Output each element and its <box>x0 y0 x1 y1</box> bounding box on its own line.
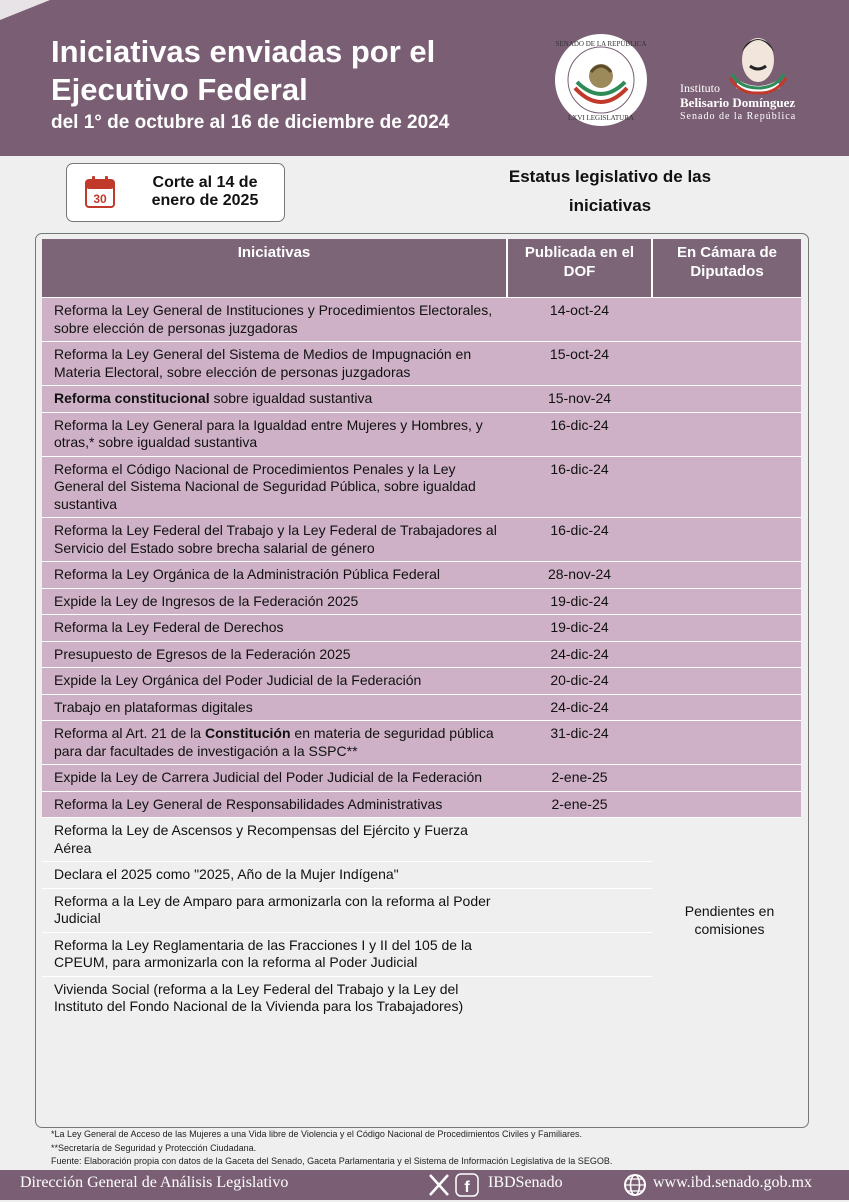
dof-date-cell <box>507 862 652 889</box>
seal-top-text: SENADO DE LA REPÚBLICA <box>555 40 647 48</box>
dof-date-cell: 19-dic-24 <box>507 588 652 615</box>
initiative-cell <box>42 386 507 413</box>
calendar-number: 30 <box>93 192 107 206</box>
pending-status-cell <box>652 818 801 1020</box>
table-row <box>42 562 801 589</box>
dof-date-cell: 15-nov-24 <box>507 386 652 413</box>
chamber-cell <box>652 562 801 589</box>
header-chamber-deputies: En Cámara de Diputados <box>652 239 801 298</box>
initiative-cell: Reforma la Ley de Ascensos y Recompensas del Ejército y Fuerza Aérea <box>42 818 507 862</box>
chamber-cell <box>652 412 801 456</box>
cutoff-date-text <box>135 174 275 210</box>
institute-line-1: Instituto <box>680 81 721 95</box>
footer-bar <box>0 1170 849 1200</box>
initiative-cell <box>42 721 507 765</box>
dof-date-cell: 14-oct-24 <box>507 298 652 342</box>
initiative-cell: Vivienda Social (reforma a la Ley Federal del Trabajo y la Ley del Instituto del Fondo Nacional de la Vivienda para los Trabajadores) <box>42 976 507 1020</box>
initiative-bold-text: Constitución <box>204 725 291 741</box>
initiative-cell: Reforma la Ley General del Sistema de Medios de Impugnación en Materia Electoral, sobre elección de personas juzgadoras <box>42 342 507 386</box>
initiative-cell: Declara el 2025 como "2025, Año de la Mujer Indígena" <box>42 862 507 889</box>
chamber-cell <box>652 588 801 615</box>
table-row <box>42 818 801 862</box>
x-facebook-icon <box>428 1173 484 1197</box>
dof-date-cell <box>507 888 652 932</box>
table-row <box>42 694 801 721</box>
dof-date-cell: 16-dic-24 <box>507 412 652 456</box>
cutoff-date-box <box>66 163 285 222</box>
chamber-cell <box>652 456 801 518</box>
chamber-cell <box>652 641 801 668</box>
initiative-cell: Reforma la Ley General de Responsabilidades Administrativas <box>42 791 507 818</box>
initiative-cell: Reforma la Ley Federal del Trabajo y la Ley Federal de Trabajadores al Servicio del Estado sobre brecha salarial de género <box>42 518 507 562</box>
seal-bottom-text: LXVI LEGISLATURA <box>568 114 634 122</box>
page-title <box>51 33 435 109</box>
initiative-bold-text: Reforma constitucional <box>54 390 210 406</box>
corner-fold <box>0 0 50 20</box>
initiative-cell: Expide la Ley de Ingresos de la Federación 2025 <box>42 588 507 615</box>
initiative-cell: Reforma a la Ley de Amparo para armonizarla con la reforma al Poder Judicial <box>42 888 507 932</box>
dof-date-cell <box>507 976 652 1020</box>
initiatives-table <box>42 239 801 1020</box>
globe-icon <box>623 1173 647 1197</box>
table-row <box>42 518 801 562</box>
table-row <box>42 721 801 765</box>
title-line-1: Iniciativas enviadas por el <box>51 34 436 69</box>
table-row <box>42 412 801 456</box>
dof-date-cell: 16-dic-24 <box>507 518 652 562</box>
table-row <box>42 791 801 818</box>
dof-date-cell <box>507 818 652 862</box>
table-row <box>42 342 801 386</box>
chamber-cell <box>652 765 801 792</box>
institute-line-3: Senado de la República <box>680 111 797 122</box>
initiative-text: en materia de seguridad pública para dar facultades de investigación a la SSPC** <box>54 725 494 759</box>
status-heading-line-2: iniciativas <box>568 196 652 215</box>
svg-text:f: f <box>464 1179 470 1196</box>
initiative-text: Reforma al Art. 21 de la <box>54 725 205 741</box>
dof-date-cell: 20-dic-24 <box>507 668 652 695</box>
chamber-cell <box>652 342 801 386</box>
header-published-dof: Publicada en el DOF <box>507 239 652 298</box>
initiative-cell: Presupuesto de Egresos de la Federación 2025 <box>42 641 507 668</box>
initiative-cell: Reforma la Ley General de Instituciones y Procedimientos Electorales, sobre elección de personas juzgadoras <box>42 298 507 342</box>
senate-seal-logo <box>553 32 649 128</box>
dof-date-cell: 2-ene-25 <box>507 791 652 818</box>
social-handle: IBDSenado <box>488 1174 563 1191</box>
dof-date-cell: 19-dic-24 <box>507 615 652 642</box>
initiative-cell: Reforma la Ley General para la Igualdad entre Mujeres y Hombres, y otras,* sobre igualdad sustantiva <box>42 412 507 456</box>
calendar-icon <box>85 176 115 208</box>
chamber-cell <box>652 694 801 721</box>
dof-date-cell <box>507 932 652 976</box>
social-handles[interactable] <box>428 1173 563 1202</box>
footnote-2: **Secretaría de Seguridad y Protección Ciudadana. <box>51 1142 257 1153</box>
initiative-cell: Reforma el Código Nacional de Procedimientos Penales y la Ley General del Sistema Nacional de Seguridad Pública, sobre igualdad sustantiva <box>42 456 507 518</box>
table-row <box>42 668 801 695</box>
institute-line-2: Belisario Domínguez <box>680 95 796 110</box>
table-row <box>42 765 801 792</box>
table-body <box>42 298 801 1020</box>
dof-date-cell: 16-dic-24 <box>507 456 652 518</box>
chamber-cell <box>652 615 801 642</box>
footnote-1: *La Ley General de Acceso de las Mujeres a una Vida libre de Violencia y el Código Nacional de Procedimientos Civiles y Familiares. <box>51 1129 582 1139</box>
initiative-cell: Reforma la Ley Federal de Derechos <box>42 615 507 642</box>
website-link[interactable] <box>623 1173 812 1202</box>
dof-date-cell: 15-oct-24 <box>507 342 652 386</box>
chamber-cell <box>652 668 801 695</box>
pending-status-line-2: comisiones <box>694 920 765 937</box>
dof-date-cell: 2-ene-25 <box>507 765 652 792</box>
initiative-text: sobre igualdad sustantiva <box>209 390 373 406</box>
initiative-cell: Reforma la Ley Orgánica de la Administración Pública Federal <box>42 562 507 589</box>
initiative-cell: Reforma la Ley Reglamentaria de las Fracciones I y II del 105 de la CPEUM, para armonizarla con la reforma al Poder Judicial <box>42 932 507 976</box>
dof-date-cell: 31-dic-24 <box>507 721 652 765</box>
chamber-cell <box>652 298 801 342</box>
chamber-cell <box>652 518 801 562</box>
chamber-cell <box>652 791 801 818</box>
header-banner <box>0 0 849 156</box>
dof-date-cell: 24-dic-24 <box>507 641 652 668</box>
header-initiatives: Iniciativas <box>42 239 507 298</box>
footer-department: Dirección General de Análisis Legislativo <box>20 1174 289 1191</box>
initiative-cell: Trabajo en plataformas digitales <box>42 694 507 721</box>
status-heading-line-1: Estatus legislativo de las <box>508 167 712 186</box>
title-line-2: Ejecutivo Federal <box>51 72 308 107</box>
table-header-row <box>42 239 801 298</box>
pending-status-line-1: Pendientes en <box>684 902 775 919</box>
chamber-cell <box>652 721 801 765</box>
table-row <box>42 641 801 668</box>
date-range-subtitle: del 1° de octubre al 16 de diciembre de 2024 <box>51 112 450 133</box>
cutoff-line-1: Corte al 14 de <box>152 174 258 191</box>
table-row <box>42 386 801 413</box>
source-note: Fuente: Elaboración propia con datos de la Gaceta del Senado, Gaceta Parlamentaria y el Sistema de Información Legislativa de la SEGOB. <box>51 1156 613 1166</box>
dof-date-cell: 28-nov-24 <box>507 562 652 589</box>
status-heading <box>505 162 715 220</box>
table-row <box>42 298 801 342</box>
table-row <box>42 588 801 615</box>
website-url: www.ibd.senado.gob.mx <box>653 1174 812 1191</box>
table-row <box>42 456 801 518</box>
table-row <box>42 615 801 642</box>
cutoff-line-2: enero de 2025 <box>151 192 259 209</box>
institute-name <box>680 81 796 123</box>
dof-date-cell: 24-dic-24 <box>507 694 652 721</box>
footnotes <box>51 1128 612 1169</box>
initiative-cell: Expide la Ley Orgánica del Poder Judicial de la Federación <box>42 668 507 695</box>
chamber-cell <box>652 386 801 413</box>
initiative-cell: Expide la Ley de Carrera Judicial del Poder Judicial de la Federación <box>42 765 507 792</box>
